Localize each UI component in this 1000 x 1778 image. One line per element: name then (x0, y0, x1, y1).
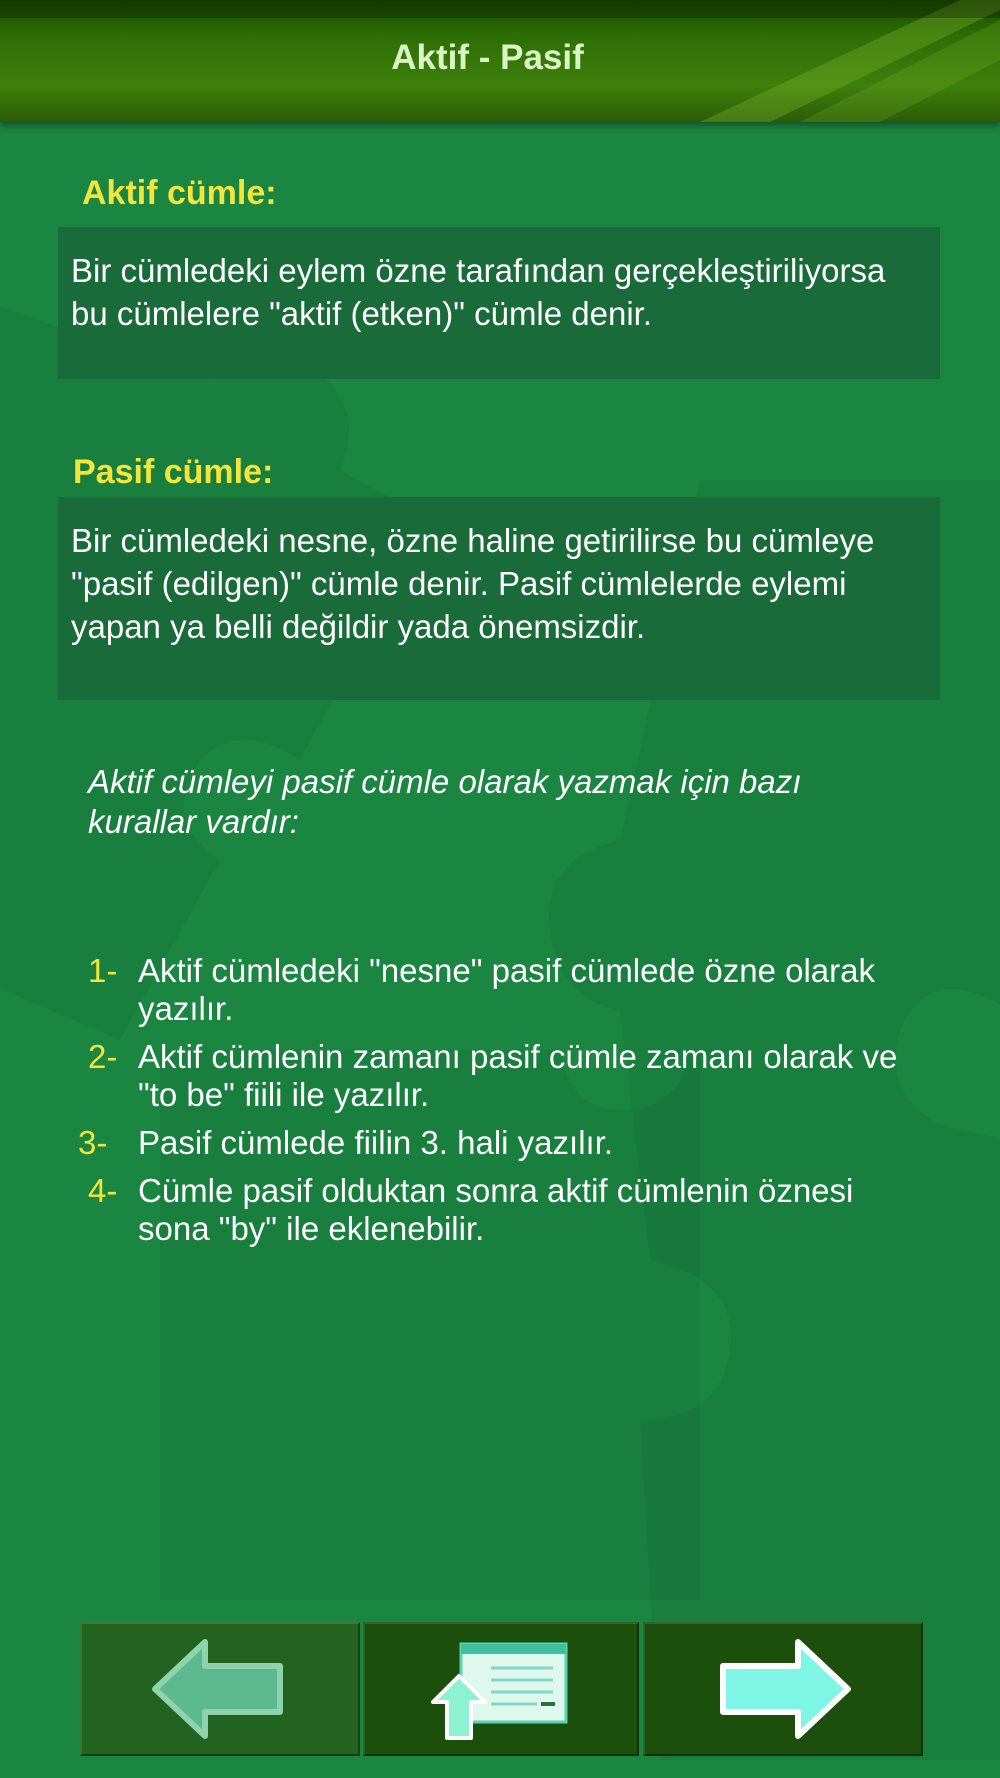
passive-sentence-definition: Bir cümledeki nesne, özne haline getirilirse bu cümleye "pasif (edilgen)" cümle denir. Pasif cümlelerde eylemi yapan ya belli değildir yada önemsizdir. (58, 497, 940, 700)
active-sentence-title: Aktif cümle: (82, 174, 277, 212)
rule-text: Cümle pasif olduktan sonra aktif cümlenin öznesi sona "by" ile eklenebilir. (138, 1172, 854, 1247)
rule-text: Pasif cümlede fiilin 3. hali yazılır. (138, 1124, 614, 1161)
active-sentence-definition: Bir cümledeki eylem özne tarafından gerçekleştiriliyorsa bu cümlelere "aktif (etken)" cümle denir. (58, 227, 940, 379)
rule-number: 4- (88, 1172, 118, 1209)
rule-number: 2- (88, 1038, 118, 1075)
passive-sentence-title: Pasif cümle: (73, 453, 274, 491)
rule-text: Aktif cümlenin zamanı pasif cümle zamanı olarak ve "to be" fiili ile yazılır. (138, 1038, 898, 1113)
rule-item (80, 1038, 900, 1114)
right-arrow-icon (713, 1634, 853, 1744)
rule-text: Aktif cümledeki "nesne" pasif cümlede özne olarak yazılır. (138, 952, 875, 1027)
list-up-arrow-icon (431, 1634, 571, 1744)
rule-number: 1- (88, 952, 118, 989)
app-header (0, 0, 1000, 122)
rule-item (80, 1172, 900, 1248)
page-title: Aktif - Pasif (391, 38, 584, 77)
contents-menu-button[interactable] (363, 1622, 639, 1756)
rule-item (80, 952, 900, 1028)
next-page-button[interactable] (643, 1622, 923, 1756)
previous-page-button[interactable] (80, 1622, 360, 1756)
rules-intro: Aktif cümleyi pasif cümle olarak yazmak için bazı kurallar vardır: (88, 763, 802, 840)
left-arrow-icon (150, 1634, 290, 1744)
rule-item (80, 1124, 900, 1162)
rule-number: 3- (78, 1124, 108, 1161)
bottom-toolbar (80, 1622, 923, 1756)
rules-list (80, 952, 900, 1258)
